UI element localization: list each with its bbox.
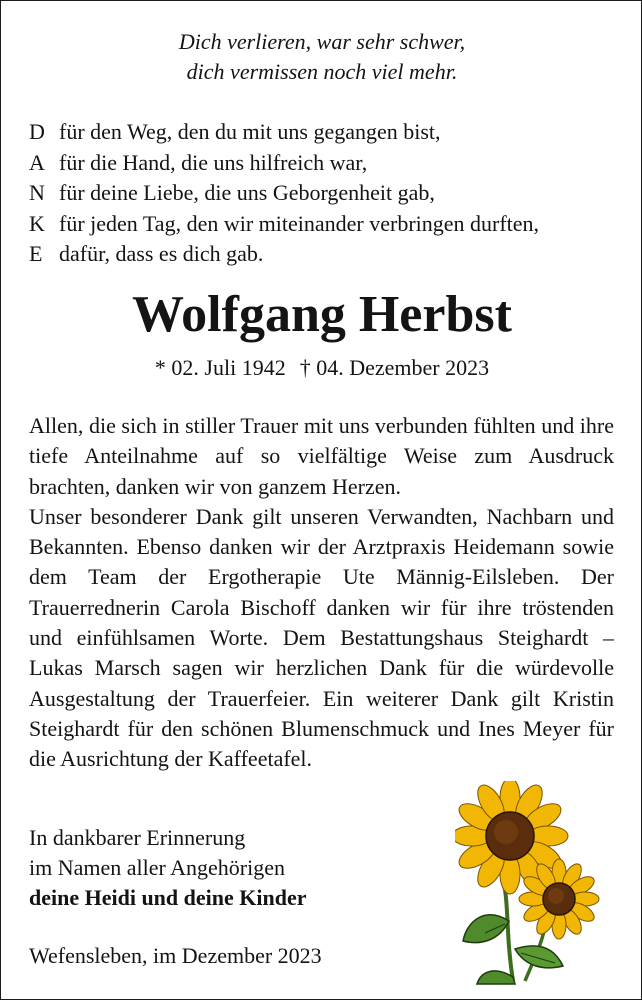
acrostic-line [29, 117, 629, 148]
life-dates [1, 353, 642, 383]
poem-line-1: Dich verlieren, war sehr schwer, [178, 29, 466, 54]
acrostic-letter: N [29, 180, 45, 205]
closing-line-2: im Namen aller Angehörigen [29, 855, 285, 880]
place-and-date: Wefensleben, im Dezember 2023 [29, 943, 322, 968]
thank-you-paragraph-2: Unser besonderer Dank gilt unseren Verwandten, Nachbarn und Bekannten. Ebenso danken wir der Arztpraxis Heidemann sowie dem Team der Ergotherapie Ute Männig-Eilsleben. Der Trauerrednerin Carola Bischoff danken wir für ihre tröstenden und einfühlsamen Worte. Dem Bestattungshaus Steighardt – Lukas Marsch sagen wir herzlichen Dank für die würdevolle Ausgestaltung der Trauerfeier. Ein weiterer Dank gilt Kristin Steighardt für den schönen Blumenschmuck und Ines Meyer für die Ausrichtung der Kaffeetafel. [29, 503, 614, 772]
acrostic-letter: A [29, 149, 45, 175]
deceased-name: Wolfgang Herbst [132, 286, 512, 343]
acrostic-verse [29, 117, 629, 270]
closing-block [29, 823, 429, 913]
acrostic-text: für den Weg, den du mit uns gegangen bist, [59, 119, 441, 144]
acrostic-text: dafür, dass es dich gab. [59, 241, 264, 266]
acrostic-text: für die Hand, die uns hilfreich war, [59, 149, 368, 175]
closing-line-1: In dankbarer Erinnerung [29, 825, 246, 850]
thank-you-paragraph-1: Allen, die sich in stiller Trauer mit uns verbunden fühlten und ihre tiefe Anteilnahme auf so vielfältige Weise zum Ausdruck brachten, danken wir von ganzem Herzen. [29, 413, 614, 499]
thank-you-text [29, 411, 614, 775]
signature: deine Heidi und deine Kinder [29, 885, 307, 910]
acrostic-letter: E [29, 241, 43, 266]
acrostic-line [29, 209, 629, 240]
sunflower-icon [455, 781, 615, 986]
birth-date: * 02. Juli 1942 [154, 355, 286, 380]
acrostic-line [29, 239, 629, 270]
acrostic-line [29, 178, 629, 209]
acrostic-letter: D [29, 119, 45, 144]
acrostic-text: für jeden Tag, den wir miteinander verbringen durften, [59, 210, 540, 236]
poem-line-2: dich vermissen noch viel mehr. [186, 59, 458, 84]
death-date: † 04. Dezember 2023 [299, 355, 490, 380]
acrostic-line [29, 148, 629, 179]
acrostic-letter: K [29, 210, 45, 236]
poem [1, 27, 642, 87]
acrostic-text: für deine Liebe, die uns Geborgenheit gab, [59, 180, 435, 205]
